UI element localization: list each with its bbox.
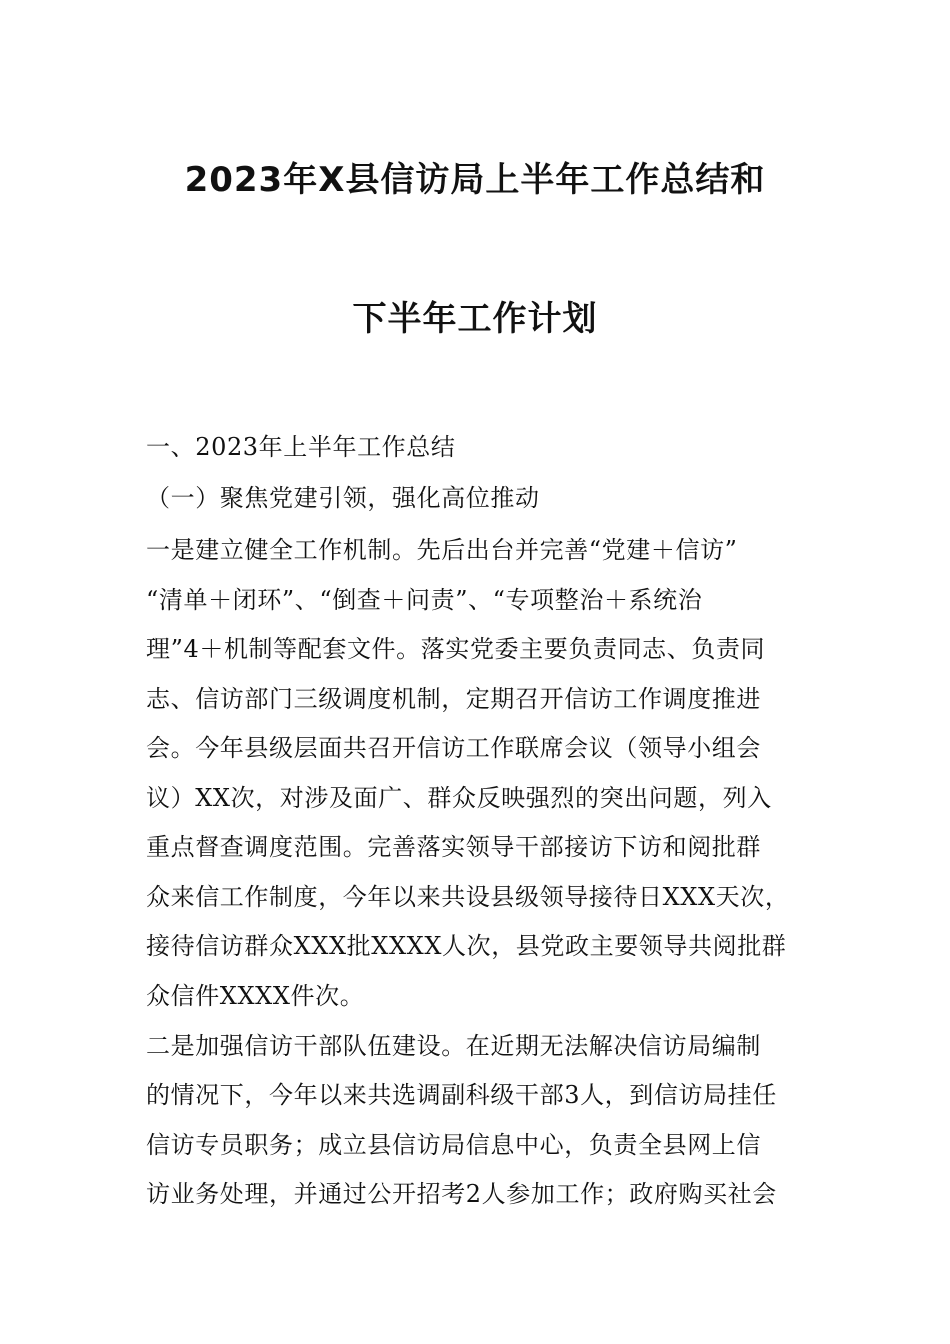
paragraph-line: 二是加强信访干部队伍建设。在近期无法解决信访局编制 [146,1032,761,1060]
paragraph-line: 一是建立健全工作机制。先后出台并完善“党建＋信访” [146,536,738,564]
paragraph-line: 议）XX次，对涉及面广、群众反映强烈的突出问题，列入 [146,784,772,812]
paragraph-line: 的情况下，今年以来共选调副科级干部3人，到信访局挂任 [146,1081,777,1109]
section-heading: 一、2023年上半年工作总结 [146,433,456,461]
subsection-heading: （一）聚焦党建引领，强化高位推动 [146,484,540,512]
paragraph-line: 会。今年县级层面共召开信访工作联席会议（领导小组会 [146,734,761,762]
paragraph-line: 众信件XXXX件次。 [146,982,365,1010]
paragraph-line: “清单＋闭环”、“倒查＋问责”、“专项整治＋系统治 [146,586,703,614]
paragraph-line: 接待信访群众XXX批XXXX人次，县党政主要领导共阅批群 [146,932,787,960]
paragraph-line: 重点督查调度范围。完善落实领导干部接访下访和阅批群 [146,833,761,861]
paragraph-line: 众来信工作制度，今年以来共设县级领导接待日XXX天次， [146,883,790,911]
document-title-line-1: 2023年X县信访局上半年工作总结和 [184,160,766,200]
paragraph-line: 访业务处理，并通过公开招考2人参加工作；政府购买社会 [146,1180,777,1208]
paragraph-line: 信访专员职务；成立县信访局信息中心，负责全县网上信 [146,1131,761,1159]
document-title-line-2: 下半年工作计划 [352,299,598,339]
paragraph-line: 理”4＋机制等配套文件。落实党委主要负责同志、负责同 [146,635,766,663]
paragraph-line: 志、信访部门三级调度机制，定期召开信访工作调度推进 [146,685,761,713]
